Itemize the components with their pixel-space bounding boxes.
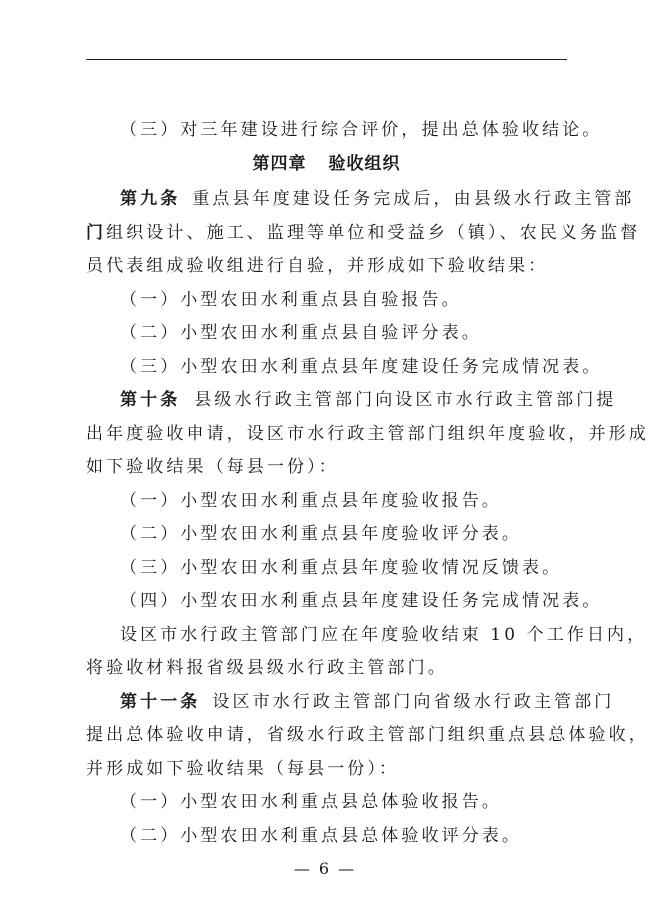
body-line: 并形成如下验收结果（每县一份）： [86, 759, 400, 779]
body-line: 员代表组成验收组进行自验，并形成如下验收结果： [86, 256, 549, 276]
article-9-label: 第九条 [120, 189, 181, 209]
article-10-line-1 [86, 389, 617, 411]
body-line: （三）对三年建设进行综合评价，提出总体验收结论。 [120, 120, 603, 140]
article-9-line-1 [86, 188, 635, 210]
article-10-label: 第十条 [120, 390, 181, 410]
article-9-text: 组织设计、施工、监理等单位和受益乡（镇）、农民义务监督 [106, 223, 641, 243]
article-11-text: 设区市水行政主管部门向省级水行政主管部门 [212, 692, 615, 712]
article-9-bold-char: 门 [86, 223, 107, 243]
list-item: （二）小型农田水利重点县年度验收评分表。 [120, 524, 522, 544]
body-line: 如下验收结果（每县一份）： [86, 457, 339, 477]
list-item: （三）小型农田水利重点县年度建设任务完成情况表。 [120, 357, 603, 377]
article-11-label: 第十一条 [120, 692, 201, 712]
list-item: （二）小型农田水利重点县自验评分表。 [120, 323, 482, 343]
chapter-heading [86, 153, 567, 175]
article-11-line-1 [86, 691, 615, 713]
chapter-number: 第四章 [252, 154, 307, 174]
list-item: （一）小型农田水利重点县自验报告。 [120, 290, 462, 310]
body-line: 设区市水行政主管部门应在年度验收结束 10 个工作日内， [120, 625, 648, 645]
article-10-text: 县级水行政主管部门向设区市水行政主管部门提 [194, 390, 617, 410]
list-item: （一）小型农田水利重点县总体验收报告。 [120, 792, 502, 812]
article-9-text: 重点县年度建设任务完成后，由县级水行政主管部 [192, 189, 635, 209]
body-line: 将验收材料报省级县级水行政主管部门。 [86, 658, 448, 678]
body-line: 出年度验收申请，设区市水行政主管部门组织年度验收，并形成 [86, 424, 649, 444]
list-item: （四）小型农田水利重点县年度建设任务完成情况表。 [120, 591, 603, 611]
body-line: 提出总体验收申请，省级水行政主管部门组织重点县总体验收， [86, 725, 649, 745]
page-number: — 6 — [293, 859, 357, 878]
chapter-title: 验收组织 [328, 154, 401, 174]
list-item: （二）小型农田水利重点县总体验收评分表。 [120, 826, 522, 846]
list-item: （三）小型农田水利重点县年度验收情况反馈表。 [120, 558, 563, 578]
article-9-line-2 [86, 222, 641, 244]
list-item: （一）小型农田水利重点县年度验收报告。 [120, 491, 502, 511]
header-rule [86, 59, 567, 60]
